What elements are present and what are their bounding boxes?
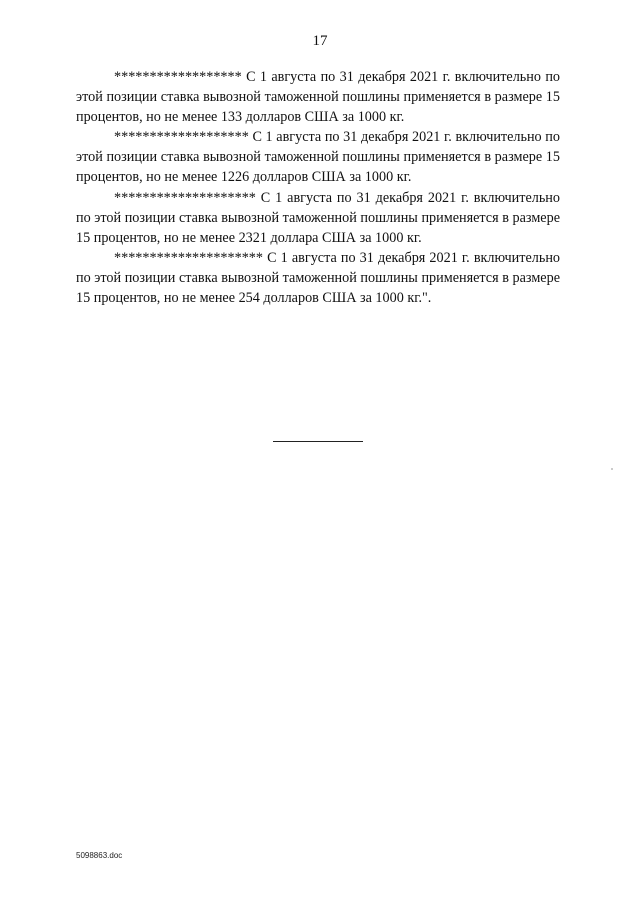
footnote-paragraph xyxy=(76,67,560,127)
footer-filename: 5098863.doc xyxy=(76,851,123,860)
page-number: 17 xyxy=(312,33,328,49)
footnote-paragraph xyxy=(76,188,560,248)
footnote-paragraph xyxy=(76,127,560,187)
end-of-document-divider xyxy=(273,441,363,442)
footnote-text: С 1 августа по 31 декабря 2021 г. включительно по этой позиции ставка вывозной таможенной пошлины применяется в размере 15 процентов, но не менее 133 долларов США за 1000 кг. xyxy=(76,69,561,126)
footnote-marker: ******************** xyxy=(114,189,256,206)
footnote-marker: ****************** xyxy=(114,69,242,85)
footnote-marker: ********************* xyxy=(114,249,263,266)
footnote-text: С 1 августа по 31 декабря 2021 г. включительно по этой позиции ставка вывозной таможенной пошлины применяется в размере 15 процентов, но не менее 1226 долларов США за 1000 кг. xyxy=(76,129,560,186)
document-body xyxy=(76,67,560,308)
footnote-marker: ******************* xyxy=(114,129,249,146)
footnote-text: С 1 августа по 31 декабря 2021 г. включительно по этой позиции ставка вывозной таможенной пошлины применяется в размере 15 процентов, но не менее 254 долларов США за 1000 кг.". xyxy=(76,249,561,307)
footnote-paragraph xyxy=(76,248,560,308)
scan-speck xyxy=(611,468,613,470)
footnote-text: С 1 августа по 31 декабря 2021 г. включительно по этой позиции ставка вывозной таможенной пошлины применяется в размере 15 процентов, но не менее 2321 доллара США за 1000 кг. xyxy=(76,189,560,246)
